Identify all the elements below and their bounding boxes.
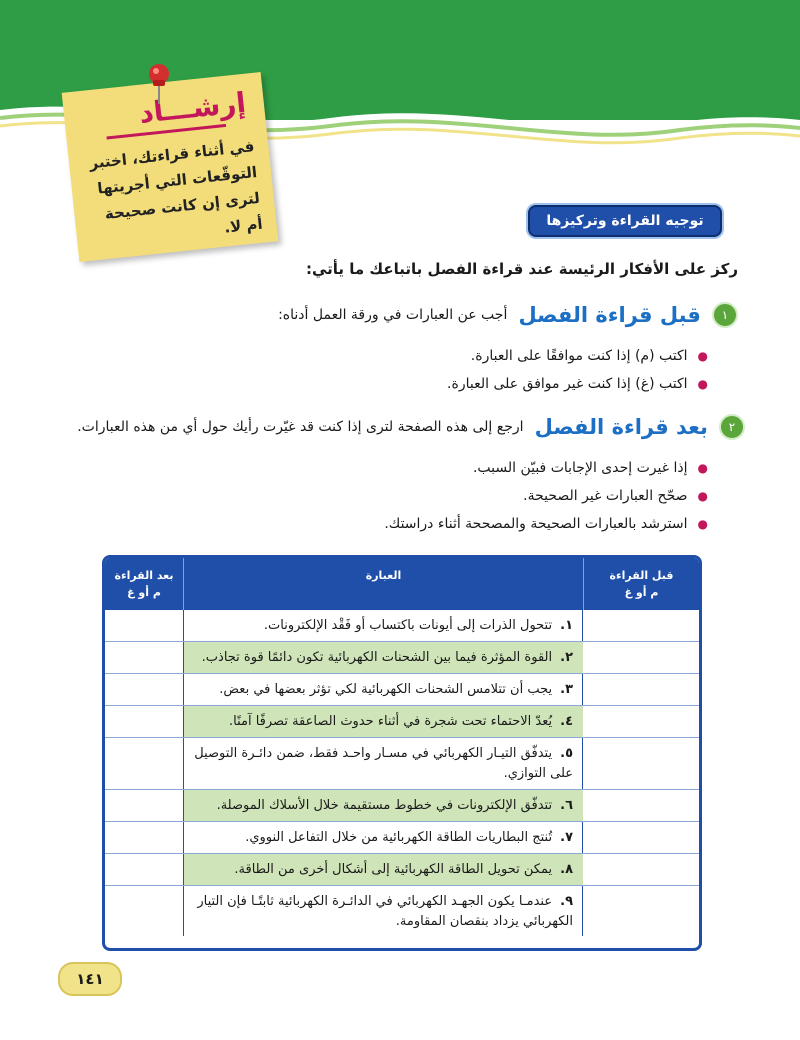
after-answer-cell[interactable] bbox=[105, 886, 184, 936]
list-item: ●اكتب (م) إذا كنت موافقًا على العبارة. bbox=[470, 348, 708, 364]
statement-cell: ٩.عندمـا يكون الجهـد الكهربائي في الدائـرة الكهربائية ثابتًـا فإن التيار الكهربائي يزداد بنقصان المقاومة. bbox=[197, 894, 573, 929]
statement-cell: ٤.يُعدّ الاحتماء تحت شجرة في أثناء حدوث الصاعقة تصرفًا آمنًا. bbox=[183, 706, 583, 737]
statement-cell: ٣.يجب أن تتلامس الشحنات الكهربائية لكي تؤثر بعضها في بعض. bbox=[219, 682, 573, 697]
list-item: ●استرشد بالعبارات الصحيحة والمصححة أثناء دراستك. bbox=[384, 516, 708, 532]
before-answer-cell[interactable] bbox=[582, 642, 699, 673]
after-answer-cell[interactable] bbox=[105, 642, 184, 673]
step2-bullets bbox=[108, 454, 708, 538]
before-answer-cell[interactable] bbox=[582, 822, 699, 853]
step-title: بعد قراءة الفصل bbox=[534, 415, 708, 439]
after-answer-cell[interactable] bbox=[105, 790, 184, 821]
statement-cell: ٦.تتدفّق الإلكترونات في خطوط مستقيمة خلال الأسلاك الموصلة. bbox=[183, 790, 583, 821]
before-answer-cell[interactable] bbox=[582, 706, 699, 737]
table-row bbox=[105, 706, 699, 738]
table-body bbox=[105, 610, 699, 936]
step-after-reading bbox=[45, 414, 745, 440]
list-item: ●اكتب (غ) إذا كنت غير موافق على العبارة. bbox=[447, 376, 708, 392]
header-after-reading: بعد القراءة م أو غ bbox=[114, 569, 174, 599]
before-answer-cell[interactable] bbox=[582, 610, 699, 641]
header-statement: العبارة bbox=[183, 558, 583, 610]
header-before-reading: قبل القراءة م أو غ bbox=[583, 558, 699, 610]
bullet-icon: ● bbox=[697, 517, 708, 531]
list-item: ●إذا غيرت إحدى الإجابات فبيّن السبب. bbox=[472, 460, 708, 476]
step-before-reading bbox=[48, 302, 738, 328]
step-number-badge: ١ bbox=[712, 302, 738, 328]
tip-title: إرشـــاد bbox=[137, 85, 248, 130]
bullet-icon: ● bbox=[697, 377, 708, 391]
push-pin-icon bbox=[146, 60, 172, 106]
statement-cell: ٥.يتدفّق التيـار الكهربائي في مسـار واحـد فقط، ضمن دائـرة التوصيل على التوازي. bbox=[194, 746, 573, 781]
after-answer-cell[interactable] bbox=[105, 706, 184, 737]
table-header bbox=[105, 558, 699, 610]
table-row bbox=[105, 790, 699, 822]
after-answer-cell[interactable] bbox=[105, 610, 184, 641]
after-answer-cell[interactable] bbox=[105, 822, 184, 853]
table-row bbox=[105, 642, 699, 674]
statement-cell: ٧.تُنتج البطاريات الطاقة الكهربائية من خلال التفاعل النووي. bbox=[245, 830, 573, 845]
bullet-icon: ● bbox=[697, 461, 708, 475]
after-answer-cell[interactable] bbox=[105, 674, 184, 705]
after-answer-cell[interactable] bbox=[105, 738, 184, 789]
before-answer-cell[interactable] bbox=[582, 854, 699, 885]
table-row bbox=[105, 674, 699, 706]
step-title: قبل قراءة الفصل bbox=[518, 303, 701, 327]
step-text: أجب عن العبارات في ورقة العمل أدناه: bbox=[278, 307, 508, 323]
before-answer-cell[interactable] bbox=[582, 738, 699, 789]
before-answer-cell[interactable] bbox=[582, 790, 699, 821]
statement-cell: ٨.يمكن تحويل الطاقة الكهربائية إلى أشكال أخرى من الطاقة. bbox=[183, 854, 583, 885]
table-row bbox=[105, 610, 699, 642]
list-item: ●صحّح العبارات غير الصحيحة. bbox=[523, 488, 708, 504]
before-answer-cell[interactable] bbox=[582, 886, 699, 936]
section-heading-badge: توجيه القراءة وتركيزها bbox=[528, 205, 722, 237]
anticipation-table bbox=[102, 555, 702, 951]
intro-instruction: ركز على الأفكار الرئيسة عند قراءة الفصل باتباعك ما يأتي: bbox=[305, 260, 738, 278]
step-number-badge: ٢ bbox=[719, 414, 745, 440]
page-number: ١٤١ bbox=[58, 962, 122, 996]
bullet-icon: ● bbox=[697, 349, 708, 363]
bullet-icon: ● bbox=[697, 489, 708, 503]
after-answer-cell[interactable] bbox=[105, 854, 184, 885]
tip-body: في أثناء قراءتك، اختبر التوقّعات التي أجريتها لترى إن كانت صحيحة أم لا. bbox=[88, 137, 264, 237]
step1-bullets bbox=[108, 342, 708, 398]
table-row bbox=[105, 822, 699, 854]
table-row bbox=[105, 854, 699, 886]
table-row bbox=[105, 886, 699, 936]
table-row bbox=[105, 738, 699, 790]
before-answer-cell[interactable] bbox=[582, 674, 699, 705]
statement-cell: ٢.القوة المؤثرة فيما بين الشحنات الكهربائية تكون دائمًا قوة تجاذب. bbox=[183, 642, 583, 673]
statement-cell: ١.تتحول الذرات إلى أيونات باكتساب أو فَقْد الإلكترونات. bbox=[263, 618, 573, 633]
step-text: ارجع إلى هذه الصفحة لترى إذا كنت قد غيّرت رأيك حول أي من هذه العبارات. bbox=[77, 419, 524, 435]
